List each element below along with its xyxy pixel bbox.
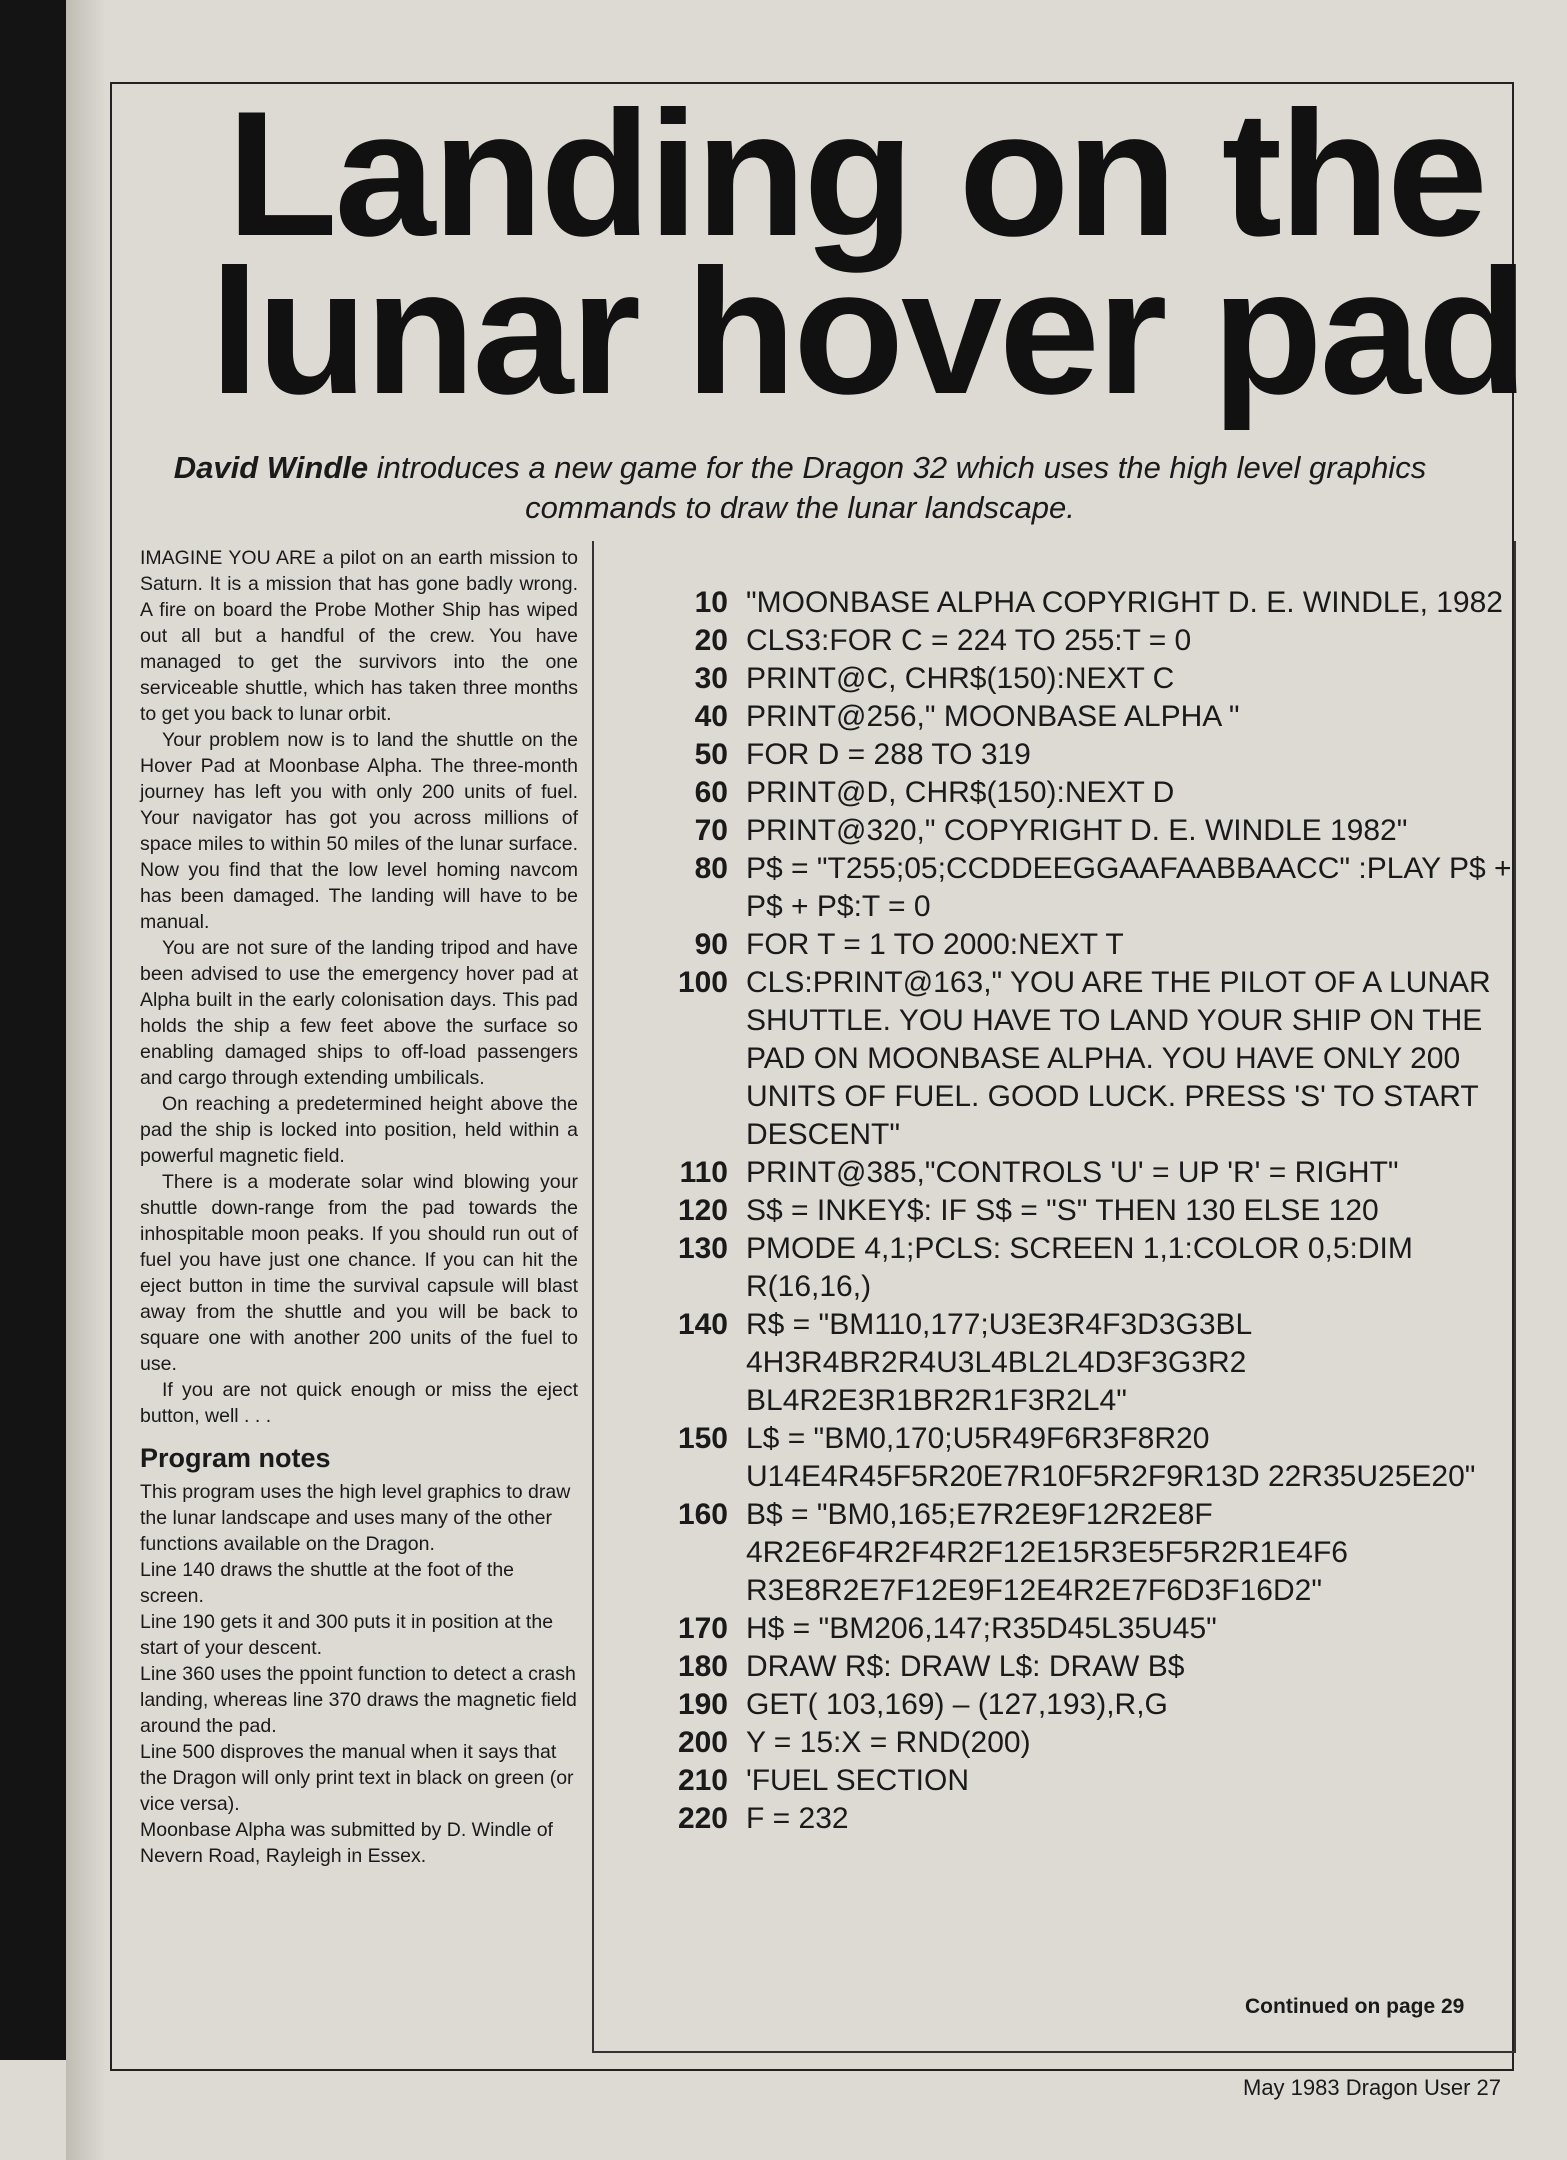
page-gutter-shadow — [0, 0, 66, 2060]
listing-line-number: 100 — [677, 966, 728, 999]
listing-line-number: 170 — [677, 1612, 728, 1645]
listing-line-code: PRINT@385,"CONTROLS 'U' = UP 'R' = RIGHT" — [746, 1156, 1399, 1189]
listing-line-code: PMODE 4,1;PCLS: SCREEN 1,1:COLOR 0,5:DIM R(16,16,) — [746, 1232, 1422, 1303]
listing-line — [650, 698, 1520, 736]
listing-line — [650, 1762, 1520, 1800]
standfirst-text: introduces a new game for the Dragon 32 which uses the high level graphics commands to draw the lunar landscape. — [368, 450, 1427, 525]
listing-line-number: 200 — [677, 1726, 728, 1759]
listing-line-code: B$ = "BM0,165;E7R2E9F12R2E8F 4R2E6F4R2F4R2F12E15R3E5F5R2R1E4F6 R3E8R2E7F12E9F12E4R2E7F6D3F16D2" — [746, 1498, 1357, 1607]
listing-line-code: PRINT@256," MOONBASE ALPHA " — [746, 700, 1240, 733]
standfirst-author: David Windle — [173, 450, 369, 485]
listing-line — [650, 964, 1520, 1154]
listing-line-number: 150 — [677, 1422, 728, 1455]
notes-paragraph: Line 500 disproves the manual when it says that the Dragon will only print text in black on green (or vice versa). — [140, 1741, 574, 1815]
listing-line-number: 190 — [677, 1688, 728, 1721]
listing-line-number: 210 — [677, 1764, 728, 1797]
article-title-line-1: Landing on the — [226, 74, 1485, 273]
listing-line-code: F = 232 — [746, 1802, 849, 1835]
listing-line-number: 110 — [679, 1156, 728, 1189]
listing-line — [650, 1154, 1520, 1192]
listing-line-number: 120 — [677, 1194, 728, 1227]
listing-line — [650, 926, 1520, 964]
body-paragraph: On reaching a predetermined height above the pad the ship is locked into position, held within a powerful magnetic field. — [140, 1093, 578, 1167]
notes-paragraph: Line 360 uses the ppoint function to detect a crash landing, whereas line 370 draws the magnetic field around the pad. — [140, 1663, 577, 1737]
page-folio: May 1983 Dragon User 27 — [1243, 2075, 1502, 2100]
notes-paragraph: Line 190 gets it and 300 puts it in position at the start of your descent. — [140, 1611, 554, 1659]
listing-line-number: 50 — [694, 738, 728, 771]
listing-line — [650, 1192, 1520, 1230]
listing-line-code: S$ = INKEY$: IF S$ = "S" THEN 130 ELSE 120 — [746, 1194, 1379, 1227]
listing-line-code: Y = 15:X = RND(200) — [746, 1726, 1031, 1759]
listing-line-number: 40 — [694, 700, 728, 733]
listing-line — [650, 1686, 1520, 1724]
article-title-line-2: lunar hover pad — [209, 232, 1526, 431]
article-body — [140, 545, 578, 1869]
listing-line-number: 90 — [694, 928, 728, 961]
body-paragraph: Your problem now is to land the shuttle on the Hover Pad at Moonbase Alpha. The three-month journey has left you with only 200 units of fuel. Your navigator has got you across millions of space miles to within 50 miles of the lunar surface. Now you find that the low level homing navcom has been damaged. The landing will have to be manual. — [140, 729, 578, 933]
listing-line-code: CLS:PRINT@163," YOU ARE THE PILOT OF A LUNAR SHUTTLE. YOU HAVE TO LAND YOUR SHIP ON THE PAD ON MOONBASE ALPHA. YOU HAVE ONLY 200 UNITS OF FUEL. GOOD LUCK. PRESS 'S' TO START DESCENT" — [746, 966, 1500, 1151]
listing-line — [650, 1230, 1520, 1306]
notes-paragraph: This program uses the high level graphics to draw the lunar landscape and uses many of the other functions available on the Dragon. — [140, 1481, 571, 1555]
listing-line-number: 10 — [694, 586, 728, 619]
listing-line-code: H$ = "BM206,147;R35D45L35U45" — [746, 1612, 1217, 1645]
listing-line-number: 130 — [677, 1232, 728, 1265]
listing-line — [650, 622, 1520, 660]
body-paragraph: If you are not quick enough or miss the eject button, well . . . — [140, 1379, 578, 1427]
listing-line-code: R$ = "BM110,177;U3E3R4F3D3G3BL 4H3R4BR2R4U3L4BL2L4D3F3G3R2 BL4R2E3R1BR2R1F3R2L4" — [746, 1308, 1260, 1417]
listing-line-code: P$ = "T255;05;CCDDEEGGAAFAABBAACC" :PLAY P$ + P$ + P$:T = 0 — [746, 852, 1520, 923]
notes-paragraph: Line 140 draws the shuttle at the foot of the screen. — [140, 1559, 515, 1607]
listing-line-code: PRINT@D, CHR$(150):NEXT D — [746, 776, 1175, 809]
listing-line — [650, 774, 1520, 812]
program-notes — [140, 1479, 578, 1869]
listing-line-number: 220 — [677, 1802, 728, 1835]
listing-line — [650, 850, 1520, 926]
listing-line-code: PRINT@320," COPYRIGHT D. E. WINDLE 1982" — [746, 814, 1408, 847]
listing-line-number: 180 — [677, 1650, 728, 1683]
program-listing — [650, 584, 1520, 1838]
listing-line-code: DRAW R$: DRAW L$: DRAW B$ — [746, 1650, 1185, 1683]
standfirst — [150, 448, 1450, 528]
listing-line-number: 30 — [694, 662, 728, 695]
listing-line-code: 'FUEL SECTION — [746, 1764, 969, 1797]
body-paragraph: There is a moderate solar wind blowing your shuttle down-range from the pad towards the inhospitable moon peaks. If you should run out of fuel you have just one chance. If you can hit the eject button in time the survival capsule will blast away from the shuttle and you will be back to square one with another 200 units of the fuel to use. — [140, 1171, 578, 1375]
listing-line — [650, 660, 1520, 698]
listing-line-number: 60 — [694, 776, 728, 809]
listing-line — [650, 1306, 1520, 1420]
listing-line-code: CLS3:FOR C = 224 TO 255:T = 0 — [746, 624, 1192, 657]
listing-line — [650, 812, 1520, 850]
listing-line-code: PRINT@C, CHR$(150):NEXT C — [746, 662, 1175, 695]
listing-line-number: 80 — [694, 852, 728, 885]
program-notes-heading: Program notes — [140, 1443, 331, 1473]
notes-paragraph: Moonbase Alpha was submitted by D. Windle of Nevern Road, Rayleigh in Essex. — [140, 1819, 553, 1867]
body-paragraph: IMAGINE YOU ARE a pilot on an earth mission to Saturn. It is a mission that has gone badly wrong. A fire on board the Probe Mother Ship has wiped out all but a handful of the crew. You have managed to get the survivors into the one serviceable shuttle, which has taken three months to get you back to lunar orbit. — [140, 547, 578, 725]
continued-note: Continued on page 29 — [1245, 1995, 1465, 2018]
listing-line-number: 70 — [694, 814, 728, 847]
listing-line-code: FOR T = 1 TO 2000:NEXT T — [746, 928, 1124, 961]
listing-line — [650, 736, 1520, 774]
listing-line-code: L$ = "BM0,170;U5R49F6R3F8R20 U14E4R45F5R20E7R10F5R2F9R13D 22R35U25E20" — [746, 1422, 1476, 1493]
listing-line — [650, 584, 1520, 622]
listing-line — [650, 1800, 1520, 1838]
listing-line-code: "MOONBASE ALPHA COPYRIGHT D. E. WINDLE, 1982 — [746, 586, 1503, 619]
listing-line-code: FOR D = 288 TO 319 — [746, 738, 1031, 771]
listing-line — [650, 1610, 1520, 1648]
listing-line — [650, 1496, 1520, 1610]
listing-line-number: 160 — [677, 1498, 728, 1531]
listing-line — [650, 1648, 1520, 1686]
listing-line — [650, 1724, 1520, 1762]
listing-line-number: 20 — [694, 624, 728, 657]
body-paragraph: You are not sure of the landing tripod and have been advised to use the emergency hover pad at Alpha built in the early colonisation days. This pad holds the ship a few feet above the surface so enabling damaged ships to off-load passengers and cargo through extending umbilicals. — [140, 937, 578, 1089]
article-title — [140, 74, 1526, 431]
listing-line-number: 140 — [677, 1308, 728, 1341]
listing-line — [650, 1420, 1520, 1496]
listing-line-code: GET( 103,169) – (127,193),R,G — [746, 1688, 1168, 1721]
page-gutter-edge — [66, 0, 106, 2160]
